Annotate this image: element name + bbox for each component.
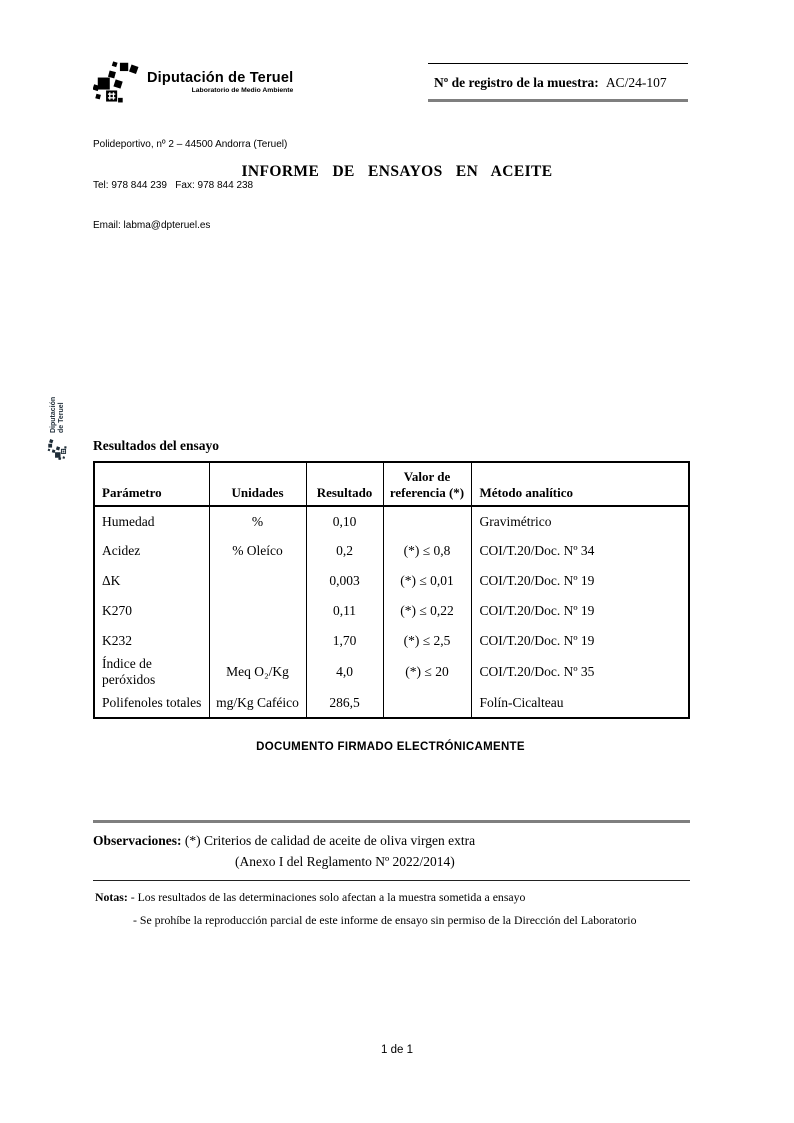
side-logo-line1: Diputación [50,396,57,433]
table-row [94,536,689,566]
table-row [94,688,689,718]
table-cell: Polifenoles totales [94,688,209,718]
lab-email: Email: labma@dpteruel.es [93,220,211,231]
lab-logo-title: Diputación de Teruel [147,70,294,86]
table-cell [383,506,471,536]
table-cell [209,596,306,626]
table-cell: COI/T.20/Doc. Nº 19 [479,633,595,648]
registry-value: AC/24-107 [605,75,667,90]
table-cell: % [209,506,306,536]
table-cell: 0,10 [306,506,383,536]
side-margin-logo [38,370,78,460]
registry-label: Nº de registro de la muestra: [434,75,599,90]
table-cell [383,688,471,718]
table-cell: Índice de peróxidos [94,656,209,688]
table-cell: mg/Kg Caféico [209,688,306,718]
pixel-logo-icon [93,60,145,108]
observations-text-2: (Anexo I del Reglamento Nº 2022/2014) [235,854,455,869]
lab-logo-subtitle: Laboratorio de Medio Ambiente [191,87,294,94]
signature-statement: DOCUMENTO FIRMADO ELECTRÓNICAMENTE [256,741,525,753]
observations-label: Observaciones: [93,833,182,848]
table-cell: COI/T.20/Doc. Nº 35 [479,664,595,679]
pixel-logo-icon [47,436,69,460]
lab-phone-fax: Tel: 978 844 239 Fax: 978 844 238 [93,179,254,191]
observations-section [93,820,690,881]
column-header: Resultado [306,462,383,506]
table-cell: Acidez [94,536,209,566]
table-cell: (*) ≤ 0,22 [383,596,471,626]
results-table-head-row [94,462,689,506]
results-table-body [94,506,689,718]
table-cell: COI/T.20/Doc. Nº 34 [479,543,595,558]
table-cell: K232 [94,626,209,656]
table-cell: 286,5 [306,688,383,718]
results-heading: Resultados del ensayo [93,438,220,453]
sample-registry-box [428,63,688,102]
table-cell: Humedad [94,506,209,536]
table-cell: COI/T.20/Doc. Nº 19 [479,603,595,618]
column-header: Parámetro [94,462,209,506]
table-cell: % Oleíco [209,536,306,566]
table-row [94,656,689,688]
table-cell: Meq O₂/Kg [209,656,306,688]
lab-letterhead [93,60,343,260]
table-cell: 1,70 [306,626,383,656]
table-cell: K270 [94,596,209,626]
notes-label: Notas: [95,890,128,904]
table-cell: Gravimétrico [479,513,552,529]
side-logo-line2: de Teruel [58,402,65,433]
column-header: Valor de referencia (*) [383,462,471,506]
table-cell: 0,2 [306,536,383,566]
table-cell [209,566,306,596]
note-item: - Los resultados de las determinaciones solo afectan a la muestra sometida a ensayo [130,890,526,904]
page-title: INFORME DE ENSAYOS EN ACEITE [241,163,553,180]
observations-text: (*) Criterios de calidad de aceite de oliva virgen extra [184,833,476,848]
table-row [94,626,689,656]
table-cell: Folín-Cicalteau [479,694,564,710]
table-cell: (*) ≤ 0,8 [383,536,471,566]
table-cell: COI/T.20/Doc. Nº 19 [479,573,595,588]
table-row [94,596,689,626]
lab-address: Polideportivo, nº 2 – 44500 Andorra (Teruel) [93,139,288,150]
results-section [93,438,688,719]
table-cell: (*) ≤ 0,01 [383,566,471,596]
table-cell: 4,0 [306,656,383,688]
column-header: Unidades [209,462,306,506]
results-table [93,461,690,719]
table-cell: (*) ≤ 2,5 [383,626,471,656]
table-cell: ΔK [94,566,209,596]
table-row [94,566,689,596]
table-cell: (*) ≤ 20 [383,656,471,688]
table-cell: 0,11 [306,596,383,626]
table-cell: 0,003 [306,566,383,596]
page-number: 1 de 1 [381,1044,413,1056]
notes-section [95,886,695,932]
table-row [94,506,689,536]
column-header: Método analítico [471,462,689,506]
note-item: - Se prohíbe la reproducción parcial de este informe de ensayo sin permiso de la Dirección del Laboratorio [133,913,637,927]
table-cell [209,626,306,656]
